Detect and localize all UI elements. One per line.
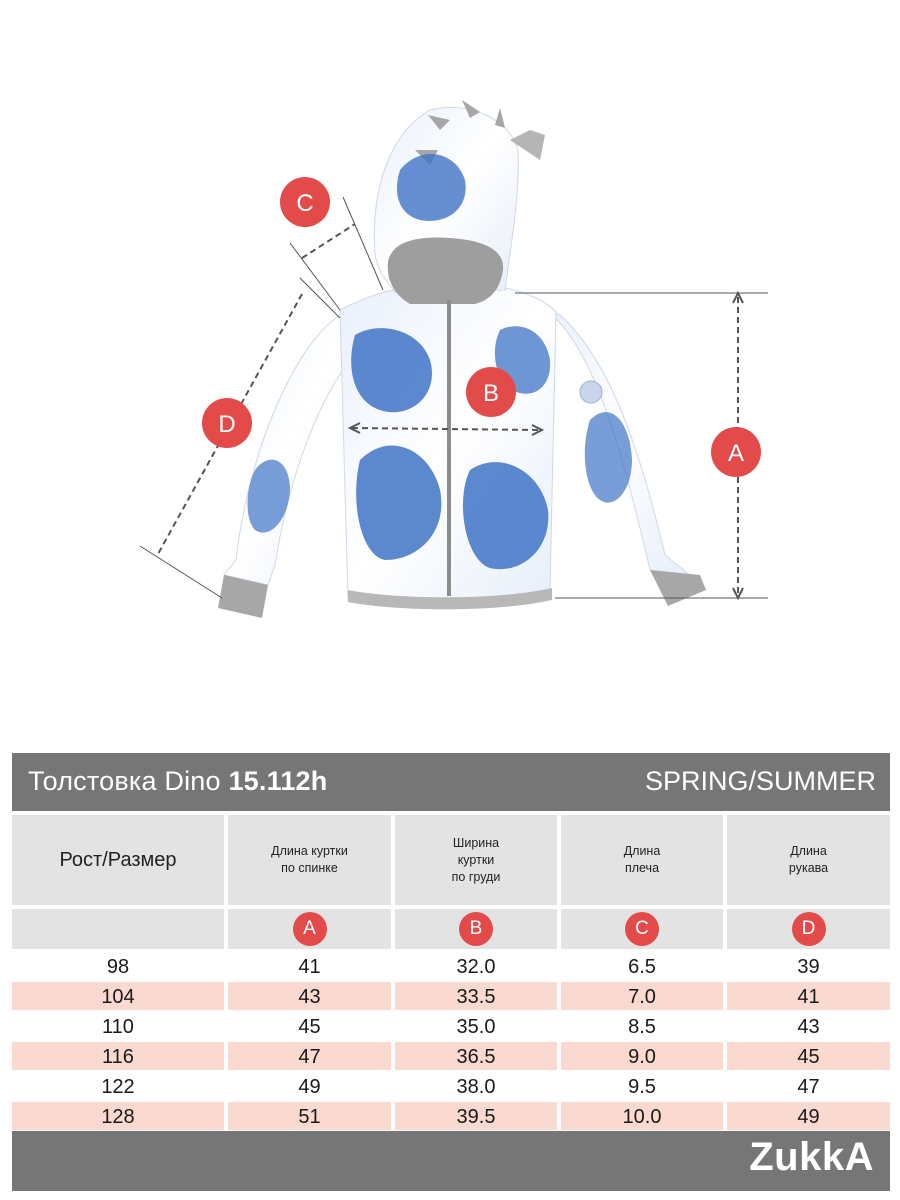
table-row (12, 1102, 890, 1130)
marker-c (280, 177, 330, 227)
column-header-line: Длина (790, 844, 827, 858)
table-row (12, 982, 890, 1010)
column-header-line: Длина (623, 844, 661, 858)
table-cell-a: 49 (298, 1076, 321, 1098)
jacket-illustration (218, 100, 706, 618)
table-cell-c: 7.0 (561, 982, 723, 1010)
table-row (12, 1042, 890, 1070)
table-cell-c: 9.5 (628, 1076, 656, 1098)
table-cell-a: 51 (228, 1102, 391, 1130)
table-cell-size: 122 (101, 1076, 135, 1098)
svg-text:B: B (482, 380, 500, 407)
table-row (12, 1012, 890, 1040)
table-cell-d: 49 (727, 1102, 890, 1130)
table-cell-c: 8.5 (628, 1016, 656, 1038)
column-header-line: рукава (788, 861, 829, 875)
marker-badge-d: D (792, 912, 826, 946)
table-cell-size: 104 (12, 982, 224, 1010)
size-table-header (12, 815, 890, 949)
marker-row-cell-b (395, 909, 557, 949)
table-cell-a: 43 (228, 982, 391, 1010)
table-cell-d: 43 (797, 1016, 820, 1038)
brand-logo: ZukkA (749, 1135, 874, 1179)
marker-badge-a: A (293, 912, 327, 946)
table-cell-b: 35.0 (456, 1016, 496, 1038)
table-cell-d: 41 (727, 982, 890, 1010)
column-header-back-length (228, 815, 391, 905)
brand-footer (12, 1131, 890, 1191)
season-label: SPRING/SUMMER (644, 766, 876, 796)
table-cell-d: 47 (797, 1076, 820, 1098)
svg-text:D: D (218, 411, 236, 438)
marker-row-empty-cell (12, 909, 224, 949)
table-cell-d: 39 (797, 956, 820, 978)
column-header-line: по спинке (281, 861, 338, 875)
table-cell-d: 45 (727, 1042, 890, 1070)
svg-text:A: A (727, 440, 745, 467)
table-cell-a: 47 (228, 1042, 391, 1070)
marker-row-cell-d (727, 909, 890, 949)
column-header-shoulder-length (561, 815, 723, 905)
marker-b (466, 367, 516, 417)
marker-row-cell-a (228, 909, 391, 949)
table-cell-b: 38.0 (456, 1076, 496, 1098)
table-cell-c: 10.0 (561, 1102, 723, 1130)
table-cell-c: 9.0 (561, 1042, 723, 1070)
table-cell-a: 41 (298, 956, 321, 978)
column-header-line: Ширина (452, 835, 500, 850)
column-header-chest-width (395, 815, 557, 905)
column-header-line: куртки (457, 852, 495, 867)
column-header-sleeve-length (727, 815, 890, 905)
column-header-size-label: Рост/Размер (59, 848, 177, 871)
table-cell-size: 128 (12, 1102, 224, 1130)
marker-badge-b: B (459, 912, 493, 946)
table-cell-size: 110 (102, 1016, 134, 1038)
column-header-line: Длина куртки (271, 844, 348, 858)
column-header-line: плеча (624, 861, 660, 875)
table-cell-size: 98 (106, 956, 130, 978)
size-chart-header (12, 753, 890, 811)
column-header-size (12, 815, 224, 905)
marker-a (711, 427, 761, 477)
table-row (12, 952, 890, 980)
table-cell-size: 116 (12, 1042, 224, 1070)
product-name: Толстовка Dino (28, 766, 221, 796)
table-cell-a: 45 (298, 1016, 321, 1038)
svg-text:C: C (296, 190, 314, 217)
table-cell-b: 39.5 (395, 1102, 557, 1130)
marker-badge-c: C (625, 912, 659, 946)
table-cell-b: 33.5 (395, 982, 557, 1010)
table-cell-c: 6.5 (628, 956, 656, 978)
product-code: 15.112h (228, 766, 328, 796)
marker-d (202, 398, 252, 448)
table-row (12, 1072, 890, 1100)
product-title (28, 766, 327, 797)
table-cell-b: 36.5 (395, 1042, 557, 1070)
table-cell-b: 32.0 (456, 956, 496, 978)
column-header-line: по груди (451, 869, 501, 884)
marker-row-cell-c (561, 909, 723, 949)
